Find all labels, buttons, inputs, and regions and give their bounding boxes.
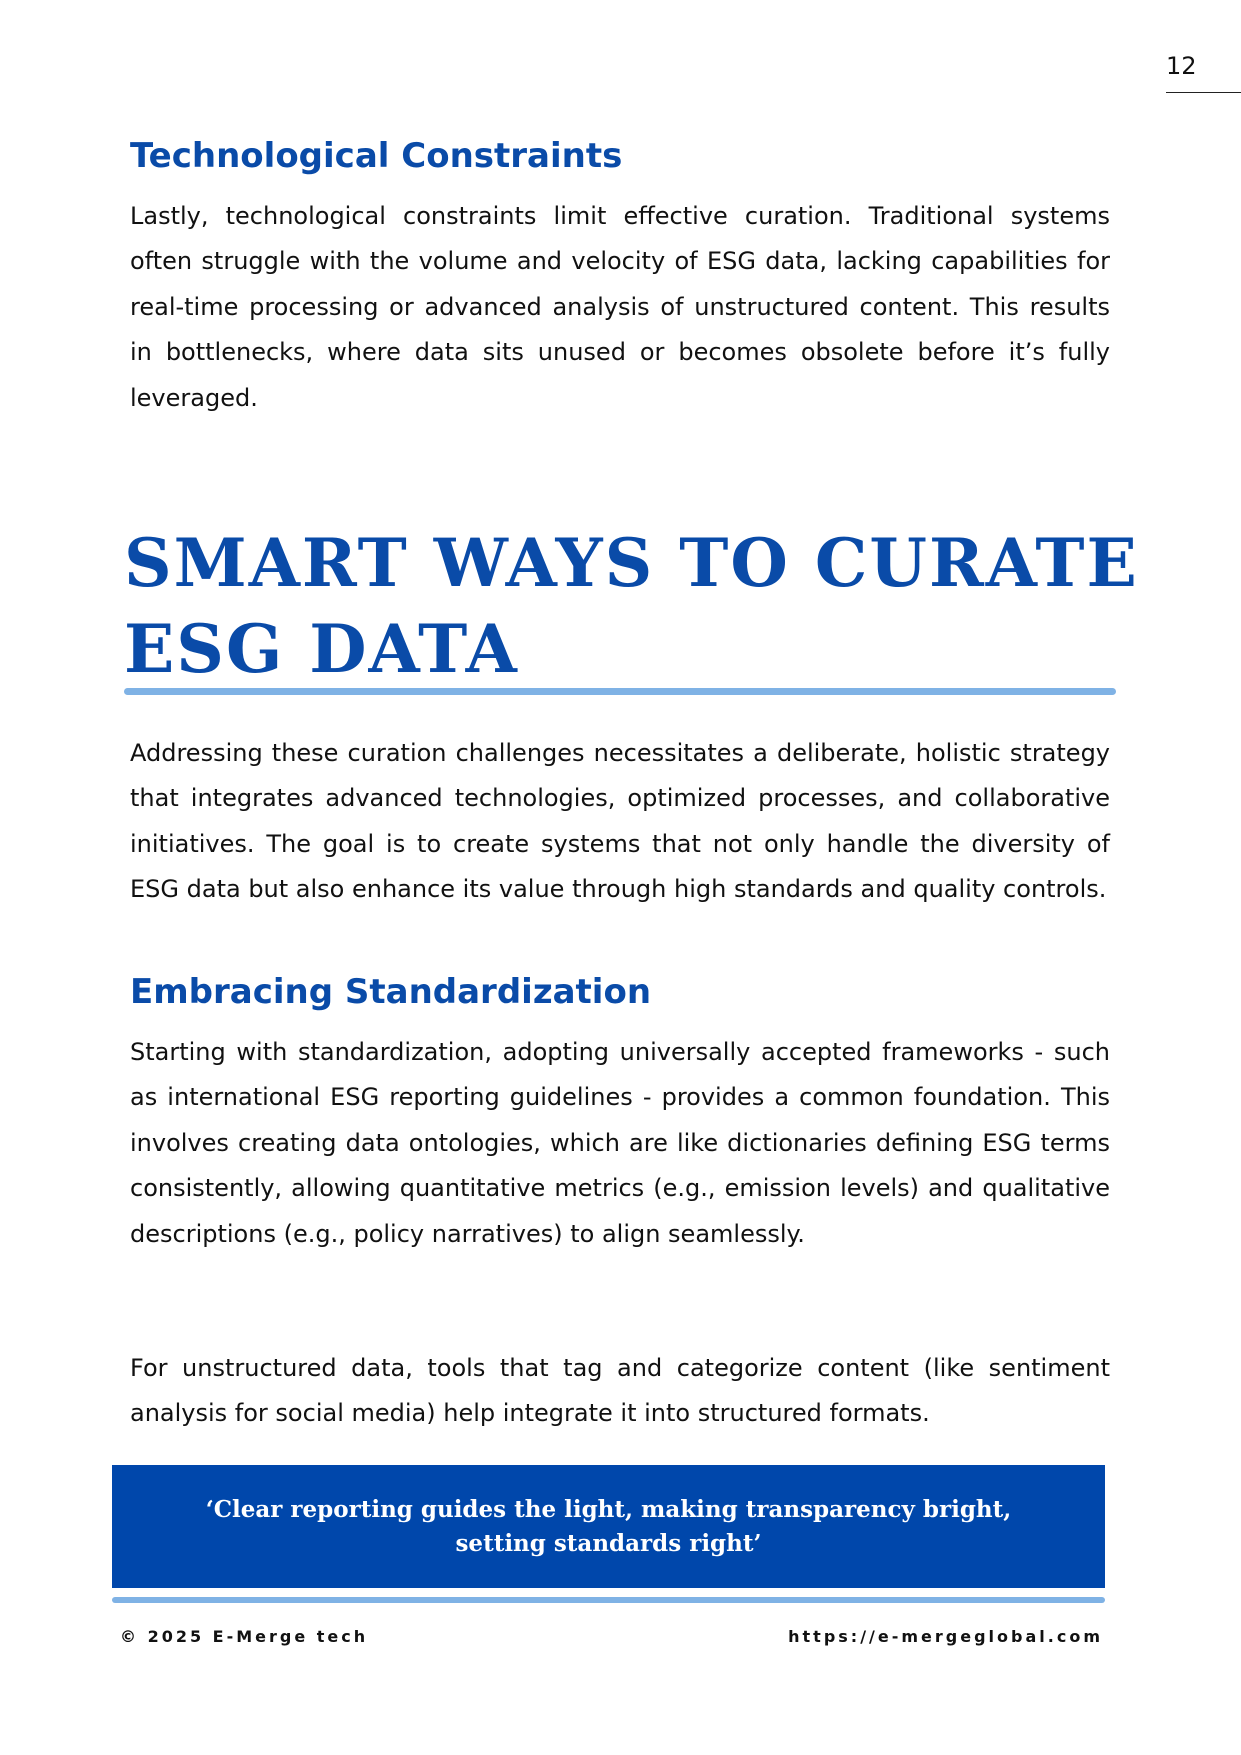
technological-constraints-heading: Technological Constraints [130, 136, 623, 176]
page-number: 12 [1166, 52, 1197, 80]
page-number-rule [1166, 92, 1241, 93]
footer-rule [112, 1597, 1105, 1603]
footer-copyright: © 2025 E-Merge tech [120, 1627, 369, 1646]
footer-url[interactable]: https://e-mergeglobal.com [788, 1627, 1103, 1646]
quote-box [112, 1465, 1105, 1588]
technological-constraints-paragraph: Lastly, technological constraints limit effective curation. Traditional systems often struggle with the volume and velocity of ESG data, lacking capabilities for real-time processing or advanced analysis of unstructured content. This results in bottlenecks, where data sits unused or becomes obsolete before it’s fully leveraged. [130, 202, 1110, 412]
embracing-standardization-heading: Embracing Standardization [130, 972, 652, 1012]
chapter-intro-paragraph: Addressing these curation challenges necessitates a deliberate, holistic strategy that integrates advanced technologies, optimized processes, and collaborative initiatives. The goal is to create systems that not only handle the diversity of ESG data but also enhance its value through high standards and quality controls. [130, 739, 1110, 904]
chapter-title-line-2: ESG DATA [124, 610, 519, 688]
chapter-title-line-1: SMART WAYS TO CURATE [124, 524, 1139, 602]
chapter-title [124, 520, 1139, 692]
chapter-title-underline [124, 688, 1116, 695]
embracing-standardization-paragraph-2: For unstructured data, tools that tag and categorize content (like sentiment analysis for social media) help integrate it into structured formats. [130, 1354, 1110, 1428]
quote-text: ‘Clear reporting guides the light, making transparency bright, setting standards right’ [205, 1495, 1012, 1557]
embracing-standardization-paragraph-1: Starting with standardization, adopting universally accepted frameworks - such as international ESG reporting guidelines - provides a common foundation. This involves creating data ontologies, which are like dictionaries defining ESG terms consistently, allowing quantitative metrics (e.g., emission levels) and qualitative descriptions (e.g., policy narratives) to align seamlessly. [130, 1038, 1110, 1248]
